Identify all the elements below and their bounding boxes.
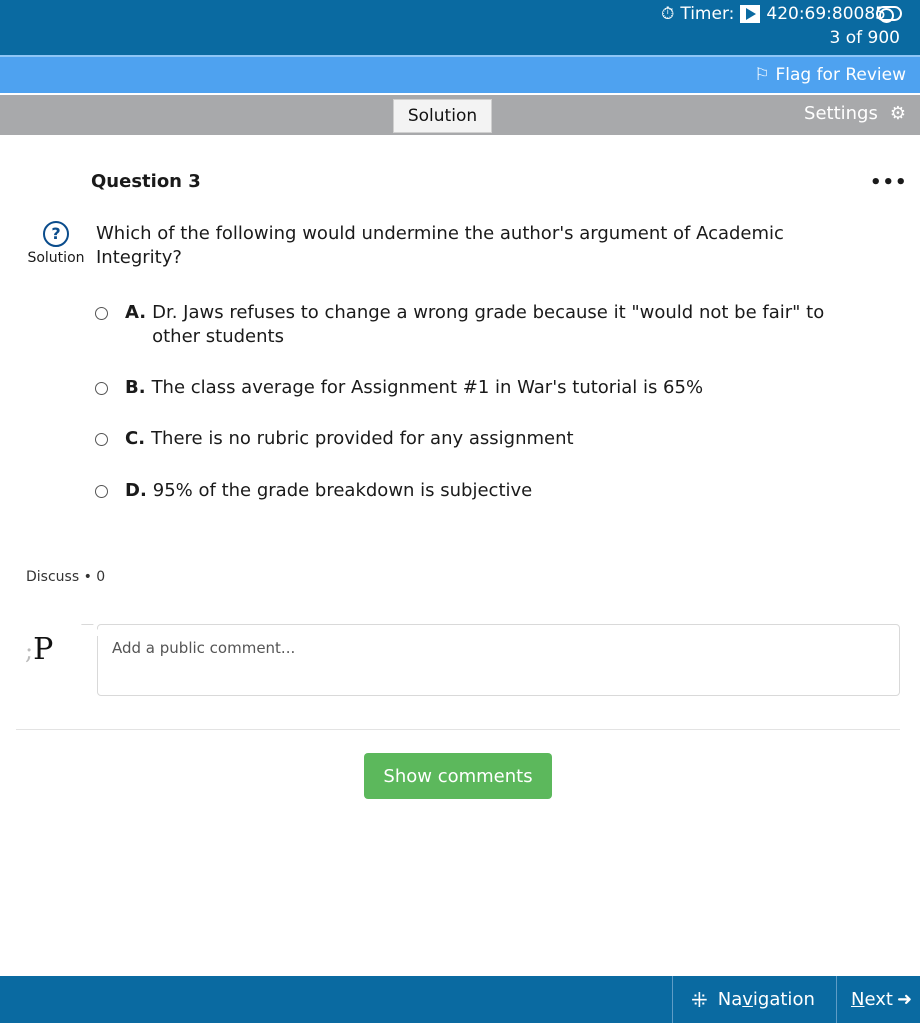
toggle-icon[interactable] <box>876 6 902 21</box>
answer-choice-c[interactable] <box>95 427 875 451</box>
radio-button[interactable] <box>95 307 108 320</box>
answer-choice-b[interactable] <box>95 376 875 400</box>
choice-letter: C. <box>125 428 146 449</box>
avatar: ;P <box>25 632 54 667</box>
next-label: Next <box>851 989 893 1010</box>
answer-choice-a[interactable] <box>95 301 875 349</box>
radio-button[interactable] <box>95 433 108 446</box>
navigation-icon: ⁜ <box>691 987 708 1012</box>
question-title: Question 3 <box>91 171 201 192</box>
flag-bar <box>0 55 920 93</box>
timer-value: 420:69:80085 <box>766 4 886 24</box>
gear-icon: ⚙ <box>889 103 906 124</box>
top-header <box>0 0 920 55</box>
discuss-count <box>26 569 105 585</box>
navigation-button[interactable] <box>672 976 823 1023</box>
choice-letter: A. <box>125 302 147 323</box>
choice-letter: D. <box>125 480 147 501</box>
bottom-navigation-bar <box>0 976 920 1023</box>
discuss-label: Discuss <box>26 569 80 585</box>
arrow-right-icon: ➜ <box>896 989 913 1010</box>
flag-icon: ⚐ <box>754 65 770 85</box>
comment-input[interactable] <box>97 624 900 696</box>
comment-count: 0 <box>96 569 106 585</box>
more-options-icon[interactable]: ••• <box>870 172 908 193</box>
flag-for-review-button[interactable] <box>754 65 906 85</box>
toolbar <box>0 93 920 135</box>
show-comments-button[interactable]: Show comments <box>364 753 552 799</box>
solution-help-label: Solution <box>27 250 85 266</box>
settings-label: Settings <box>804 103 878 124</box>
tab-solution[interactable]: Solution <box>393 99 492 133</box>
question-mark-icon: ? <box>43 221 69 247</box>
question-text: Which of the following would undermine the author's argument of Academic Integrity? <box>96 223 784 268</box>
solution-help-button[interactable] <box>24 221 88 266</box>
flag-label: Flag for Review <box>775 65 906 85</box>
divider <box>16 729 900 730</box>
choice-text: There is no rubric provided for any assignment <box>151 428 574 449</box>
timer <box>661 4 886 24</box>
next-button[interactable] <box>836 976 912 1023</box>
play-icon[interactable] <box>740 5 760 23</box>
answer-choice-d[interactable] <box>95 479 875 503</box>
choice-letter: B. <box>125 377 146 398</box>
radio-button[interactable] <box>95 485 108 498</box>
stopwatch-icon: ⏱ <box>661 4 675 24</box>
avatar-letter: P <box>33 632 54 667</box>
choice-text: 95% of the grade breakdown is subjective <box>152 480 533 501</box>
choice-text: The class average for Assignment #1 in War's tutorial is 65% <box>151 377 704 398</box>
settings-button[interactable] <box>804 103 906 124</box>
timer-label: Timer: <box>680 4 735 24</box>
radio-button[interactable] <box>95 382 108 395</box>
question-counter: 3 of 900 <box>829 28 900 48</box>
choice-text: Dr. Jaws refuses to change a wrong grade because it "would not be fair" to other students <box>152 302 825 347</box>
bullet-separator: • <box>83 569 92 585</box>
navigation-label: Navigation <box>717 989 815 1010</box>
